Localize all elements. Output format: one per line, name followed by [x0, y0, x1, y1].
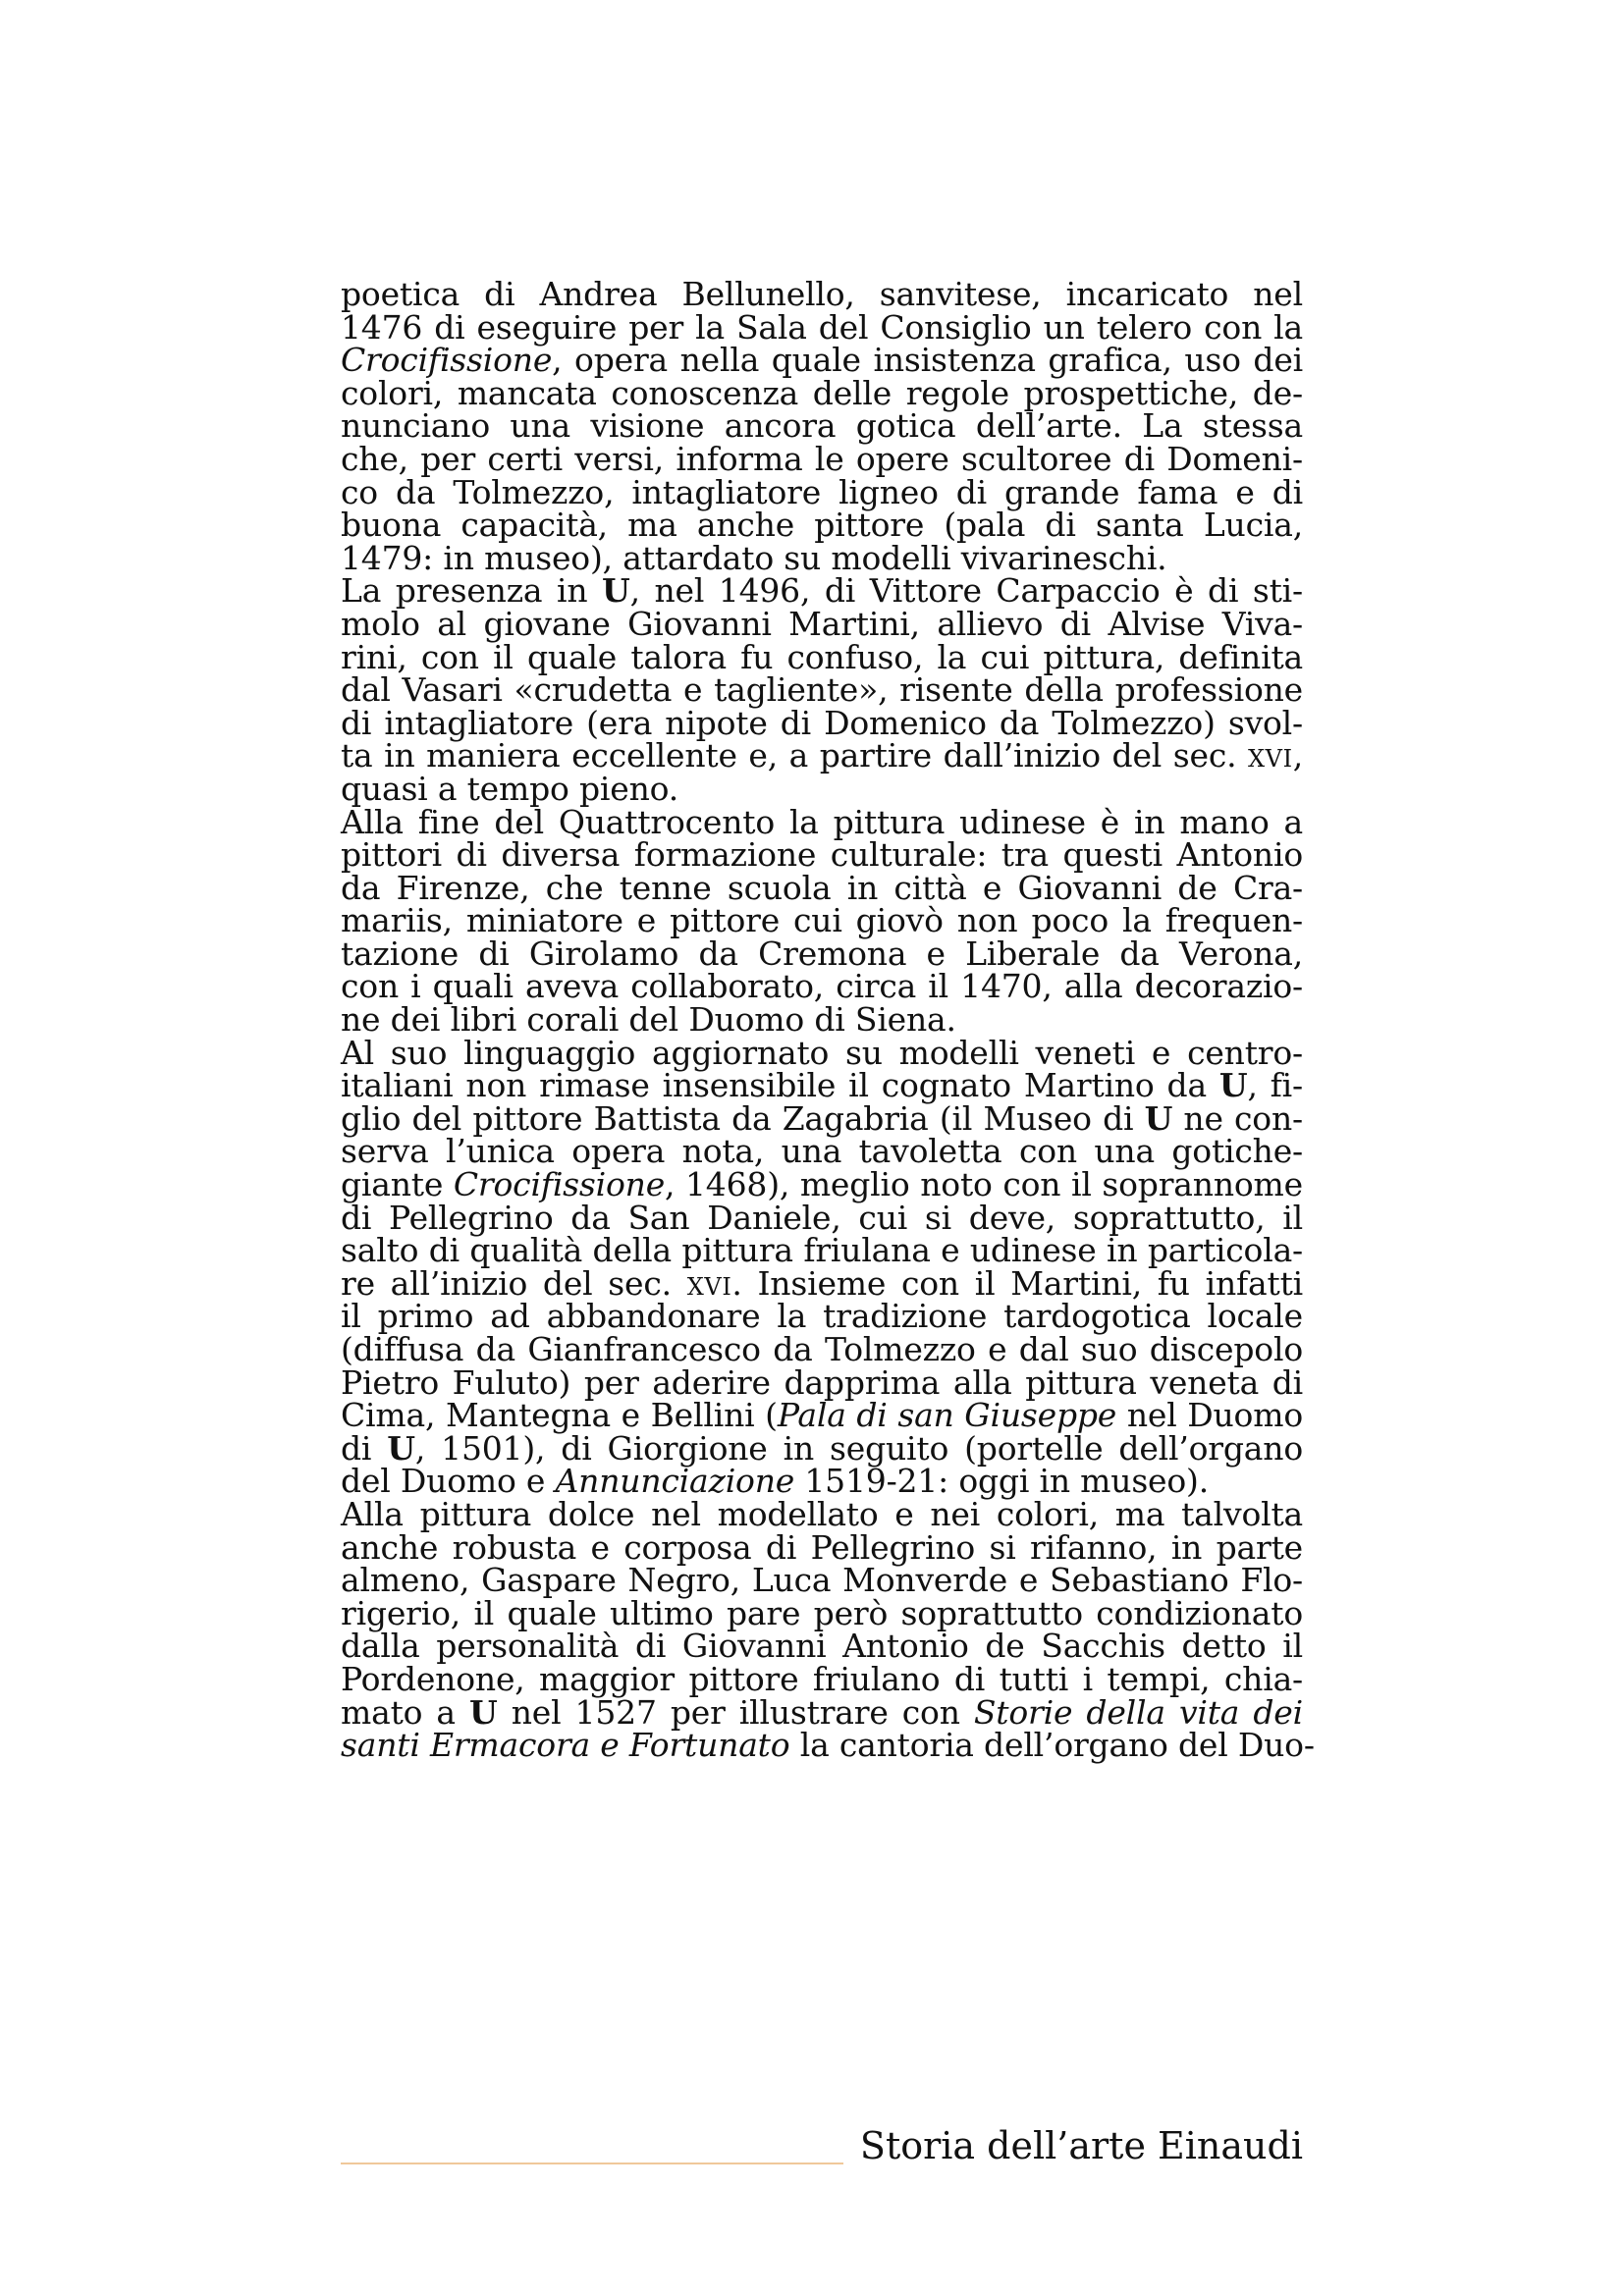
text-run: ne con-	[1172, 1098, 1303, 1138]
text-line	[341, 1098, 1303, 1138]
text-run: Pordenone, maggior pittore friulano di tutti i tempi, chia-	[341, 1659, 1303, 1698]
footer-rule	[341, 2163, 843, 2164]
text-line	[341, 571, 1303, 611]
text-line	[341, 373, 1303, 412]
roman-numeral: XVI	[686, 1272, 732, 1301]
text-line	[341, 275, 1303, 313]
text-line	[341, 341, 1303, 380]
text-line	[341, 967, 1303, 1006]
text-line	[341, 1198, 1303, 1237]
text-run: di	[341, 1428, 388, 1468]
text-run: con i quali aveva collaborato, circa il 1470, alla decorazio-	[341, 967, 1303, 1006]
text-line	[341, 1527, 1303, 1567]
text-line	[341, 703, 1303, 742]
text-line	[341, 835, 1303, 875]
text-line	[341, 1132, 1303, 1171]
text-line	[341, 1561, 1303, 1600]
text-line	[341, 1362, 1303, 1402]
text-line	[341, 1330, 1303, 1368]
text-run: rigerio, il quale ultimo pare però soprattutto condizionato	[341, 1593, 1303, 1632]
paragraph	[341, 1033, 1304, 1501]
italic-title: Crocifissione	[341, 341, 553, 380]
text-line	[341, 1165, 1303, 1204]
text-run: molo al giovane Giovanni Martini, allievo di Alvise Viva-	[341, 604, 1303, 643]
italic-title: santi Ermacora e Fortunato	[341, 1726, 790, 1765]
text-run: glio del pittore Battista da Zagabria (il Museo di	[341, 1098, 1145, 1138]
body-text	[341, 275, 1315, 1765]
text-run: giante	[341, 1165, 454, 1204]
text-line	[341, 1033, 1303, 1072]
text-run: ,	[1292, 736, 1303, 775]
text-run: co da Tolmezzo, intagliatore ligneo di grande fama e di	[341, 472, 1303, 511]
text-run: La presenza in	[341, 571, 602, 611]
text-line	[341, 1494, 1303, 1533]
bold-abbreviation: U	[1218, 1066, 1248, 1105]
text-run: pittori di diversa formazione culturale: tra questi Antonio	[341, 835, 1303, 875]
text-run: colori, mancata conoscenza delle regole prospettiche, de-	[341, 373, 1303, 412]
text-run: Alla fine del Quattrocento la pittura udinese è in mano a	[341, 802, 1303, 841]
roman-numeral: XVI	[1248, 745, 1293, 774]
text-run: quasi a tempo pieno.	[341, 769, 678, 808]
text-line	[341, 604, 1303, 643]
text-run: ne dei libri corali del Duomo di Siena.	[341, 1000, 956, 1040]
text-run: , opera nella quale insistenza grafica, uso dei	[552, 341, 1303, 380]
italic-title: Crocifissione	[453, 1165, 666, 1204]
text-line	[341, 307, 1303, 347]
text-run: , 1501), di Giorgione in seguito (portelle dell’organo	[414, 1428, 1304, 1468]
text-run: salto di qualità della pittura friulana e udinese in particola-	[341, 1231, 1303, 1270]
text-run: 1476 di eseguire per la Sala del Consiglio un telero con la	[341, 307, 1303, 347]
text-run: 1519-21: oggi in museo).	[794, 1462, 1210, 1501]
text-run: mariis, miniatore e pittore cui giovò non poco la frequen-	[341, 901, 1303, 940]
text-run: Al suo linguaggio aggiornato su modelli veneti e centro-	[341, 1033, 1303, 1072]
bold-abbreviation: U	[601, 571, 630, 611]
text-line	[341, 1231, 1303, 1270]
paragraph	[341, 571, 1303, 808]
text-run: Alla pittura dolce nel modellato e nei colori, ma talvolta	[341, 1494, 1303, 1533]
text-run: Pietro Fuluto) per aderire dapprima alla pittura veneta di	[341, 1362, 1303, 1402]
text-line	[341, 934, 1303, 973]
text-line	[341, 1428, 1304, 1468]
text-line	[341, 439, 1303, 478]
text-run: . Insieme con il Martini, fu infatti	[731, 1263, 1303, 1303]
text-run: ta in maniera eccellente e, a partire dall’inizio del sec.	[341, 736, 1248, 775]
text-line	[341, 1692, 1303, 1732]
text-run: buona capacità, ma anche pittore (pala di santa Lucia,	[341, 506, 1303, 545]
text-run: (diffusa da Gianfrancesco da Tolmezzo e dal suo discepolo	[341, 1330, 1303, 1368]
text-line	[341, 1396, 1303, 1435]
text-run: almeno, Gaspare Negro, Luca Monverde e Sebastiano Flo-	[341, 1561, 1303, 1600]
text-run: , nel 1496, di Vittore Carpaccio è di sti-	[629, 571, 1303, 611]
text-run: italiani non rimase insensibile il cognato Martino da	[341, 1066, 1219, 1105]
text-line	[341, 472, 1303, 511]
text-run: nunciano una visione ancora gotica dell’arte. La stessa	[341, 406, 1303, 446]
text-run: dal Vasari «crudetta e tagliente», risente della professione	[341, 670, 1303, 710]
text-line	[341, 538, 1303, 577]
text-line	[341, 868, 1303, 907]
text-line	[341, 901, 1303, 940]
italic-title: Pala di san Giuseppe	[777, 1396, 1117, 1435]
text-run: di Pellegrino da San Daniele, cui si deve, soprattutto, il	[341, 1198, 1303, 1237]
bold-abbreviation: U	[387, 1428, 415, 1468]
text-line	[341, 637, 1303, 676]
text-run: , fi-	[1247, 1066, 1303, 1105]
footer-title: Storia dell’arte Einaudi	[859, 2124, 1303, 2167]
text-line	[341, 1627, 1303, 1666]
paragraph	[341, 802, 1303, 1040]
bold-abbreviation: U	[1144, 1098, 1173, 1138]
paragraph	[341, 275, 1303, 577]
text-run: che, per certi versi, informa le opere scultoree di Domeni-	[341, 439, 1303, 478]
text-run: da Firenze, che tenne scuola in città e Giovanni de Cra-	[341, 868, 1303, 907]
text-line	[341, 506, 1303, 545]
paragraph	[341, 1494, 1315, 1765]
text-line	[341, 1462, 1303, 1501]
text-line	[341, 736, 1303, 775]
text-line	[341, 1593, 1303, 1632]
text-line	[341, 1000, 1303, 1040]
italic-title: Storie della vita dei	[973, 1692, 1303, 1732]
text-run: , 1468), meglio noto con il soprannome	[665, 1165, 1303, 1204]
text-run: di intagliatore (era nipote di Domenico da Tolmezzo) svol-	[341, 703, 1303, 742]
text-line	[341, 406, 1303, 446]
italic-title: Annunciazione	[555, 1462, 795, 1501]
text-line	[341, 769, 1303, 808]
text-run: Cima, Mantegna e Bellini (	[341, 1396, 778, 1435]
text-line	[341, 1659, 1303, 1698]
bold-abbreviation: U	[469, 1692, 498, 1732]
text-run: del Duomo e	[341, 1462, 556, 1501]
text-run: tazione di Girolamo da Cremona e Liberale da Verona,	[341, 934, 1303, 973]
text-line	[341, 1726, 1315, 1765]
text-run: dalla personalità di Giovanni Antonio de Sacchis detto il	[341, 1627, 1303, 1666]
text-run: serva l’unica opera nota, una tavoletta con una gotiche-	[341, 1132, 1303, 1171]
text-run: il primo ad abbandonare la tradizione tardogotica locale	[341, 1297, 1303, 1336]
text-line	[341, 802, 1303, 841]
text-run: re all’inizio del sec.	[341, 1263, 687, 1303]
text-run: mato a	[341, 1692, 469, 1732]
text-run: poetica di Andrea Bellunello, sanvitese, incaricato nel	[341, 275, 1303, 313]
text-run: nel Duomo	[1116, 1396, 1303, 1435]
text-run: anche robusta e corposa di Pellegrino si rifanno, in parte	[341, 1527, 1303, 1567]
text-run: rini, con il quale talora fu confuso, la cui pittura, definita	[341, 637, 1303, 676]
text-run: nel 1527 per illustrare con	[497, 1692, 974, 1732]
text-run: 1479: in museo), attardato su modelli vivarineschi.	[341, 538, 1167, 577]
text-line	[341, 670, 1303, 710]
text-line	[341, 1066, 1303, 1105]
text-line	[341, 1263, 1303, 1303]
text-line	[341, 1297, 1303, 1336]
text-run: la cantoria dell’organo del Duo-	[789, 1726, 1315, 1765]
